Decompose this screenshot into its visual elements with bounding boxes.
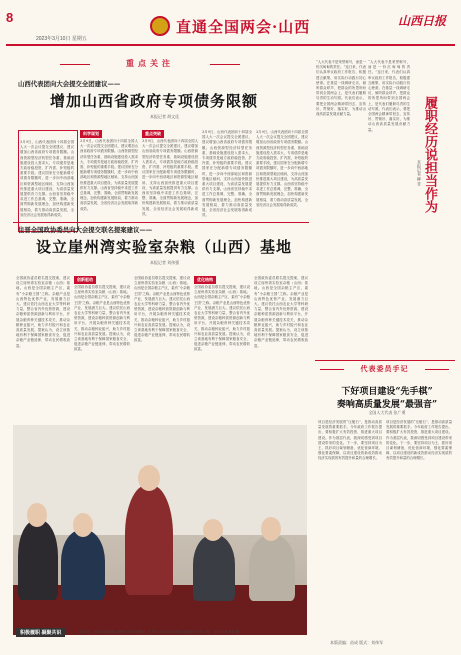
article2-subhead: 创新驱动 bbox=[74, 276, 96, 284]
notes-banner: 代表委员手记 bbox=[318, 363, 451, 375]
article1-kicker: 山西代表团向大会提交全团建议—— bbox=[18, 80, 121, 88]
article2-col-3: 全国政协委员联名提交提案，建议设立崖州湾实验室杂粮（山西）基地。山西是全国杂粮主产区，素有“小杂粮王国”之称。杂粮产业是山西特色优势产业，发展潜力巨大。建议依托山西农业大学等科研力量，整合省内外优势资源，建设杂粮种质资源创新与利用平台，开展杂粮育种关键技术攻关，推动杂粮种业振兴，助力乡村振兴和农业高质量发展。提案认为，设立该基地有利于保障国家粮食安全，促进杂粮产业链延伸，带动农民增收致富。 bbox=[134, 276, 190, 343]
article1-title: 增加山西省政府专项债务限额 bbox=[50, 92, 259, 110]
right-divider bbox=[315, 360, 455, 361]
article2-col-4: 全国政协委员联名提交提案，建议设立崖州湾实验室杂粮（山西）基地。山西是全国杂粮主产区，素有“小杂粮王国”之称。杂粮产业是山西特色优势产业，发展潜力巨大。建议依托山西农业大学等科研力量，整合省内外优势资源，建设杂粮种质资源创新与利用平台，开展杂粮育种关键技术攻关，推动杂粮种业振兴，助力乡村振兴和农业高质量发展。提案认为，设立该基地有利于保障国家粮食安全，促进杂粮产业链延伸，带动农民增收致富。 bbox=[194, 285, 250, 352]
section-title: 直通全国两会·山西 bbox=[176, 18, 311, 36]
article1-subhead-2: 重点突破 bbox=[142, 130, 164, 138]
notes-col-2: 项目是经济发展的“压舱石”，是推动高质量发展的重要抓手。今年政府工作报告提出，要积极扩大有效投资，推进重大项目建设。作为基层代表，我深切感受到项目建设带来的变化。下一步，要坚持项目为王，抓好项目谋划储备，优化营商环境，强化要素保障，以项目建设的新成效推动经济实现质的有效提升和量的合理增长。 bbox=[386, 420, 452, 461]
notes-byline: 全国人大代表 张广勇 bbox=[368, 410, 406, 415]
article1-lead-text: 3月9日，山西代表团向十四届全国人大一次会议提交全团建议，建议增加山西省政府专项债务限额。山西资源型经济转型任务重，基础设施建设投入需求大，专项债券是地方政府稳投资、扩内需、补短板的重要手段。建议国家在分配新增专项债务限额时，进一步向中西部地区和资源型地区倾斜，支持山西加快推进重大项目建设，为高质量发展提供有力支撑。山西省坚持稳中求进工作总基调，完整、准确、全面贯彻新发展理念，加快构建新发展格局，着力推动高质量发展，全省经济社会发展取得新成效。 bbox=[20, 140, 74, 217]
page-header bbox=[0, 0, 461, 46]
article1-subhead: 科学谋划 bbox=[80, 130, 102, 138]
notes-title-line2: 奏响高质量发展“最强音” bbox=[336, 400, 438, 410]
header-rule bbox=[6, 44, 455, 46]
issue-date: 2023年3月10日 星期五 bbox=[36, 36, 87, 42]
commentary-col-2: “人大代表不是荣誉称号，而是一份沉甸甸的责任。”连日来，代表们认真审议政府工作报告，积极建言献策，用实际行动践行初心使命。在基层一线调研走访，倾听群众呼声，把群众的所思所盼带到全国两会上，是代表们履职尽责的生动写照。代表们表示，要把全国两会精神带回去，宣传好、贯彻好、落实好，为推动山西高质量发展贡献力量。 bbox=[368, 60, 410, 132]
emblem-icon bbox=[150, 16, 170, 36]
meeting-photo bbox=[13, 425, 307, 635]
article1-col-2: 3月9日，山西代表团向十四届全国人大一次会议提交全团建议，建议增加山西省政府专项债务限额。山西资源型经济转型任务重，基础设施建设投入需求大，专项债券是地方政府稳投资、扩内需、补短板的重要手段。建议国家在分配新增专项债务限额时，进一步向中西部地区和资源型地区倾斜，支持山西加快推进重大项目建设，为高质量发展提供有力支撑。山西省坚持稳中求进工作总基调，完整、准确、全面贯彻新发展理念，加快构建新发展格局，着力推动高质量发展，全省经济社会发展取得新成效。 bbox=[80, 139, 138, 211]
article1-col-3: 3月9日，山西代表团向十四届全国人大一次会议提交全团建议，建议增加山西省政府专项债务限额。山西资源型经济转型任务重，基础设施建设投入需求大，专项债券是地方政府稳投资、扩内需、补短板的重要手段。建议国家在分配新增专项债务限额时，进一步向中西部地区和资源型地区倾斜，支持山西加快推进重大项目建设，为高质量发展提供有力支撑。山西省坚持稳中求进工作总基调，完整、准确、全面贯彻新发展理念，加快构建新发展格局，着力推动高质量发展，全省经济社会发展取得新成效。 bbox=[142, 139, 198, 216]
page-number: 8 bbox=[6, 10, 14, 25]
notes-col-1: 项目是经济发展的“压舱石”，是推动高质量发展的重要抓手。今年政府工作报告提出，要积极扩大有效投资，推进重大项目建设。作为基层代表，我深切感受到项目建设带来的变化。下一步，要坚持项目为王，抓好项目谋划储备，优化营商环境，强化要素保障，以项目建设的新成效推动经济实现质的有效提升和量的合理增长。 bbox=[318, 420, 382, 461]
article2-title: 设立崖州湾实验室杂粮（山西）基地 bbox=[36, 238, 293, 256]
article1-byline: 本报记者 胡文佳 bbox=[150, 114, 180, 119]
photo-caption-tag: 积极履职 凝聚共识 bbox=[16, 628, 65, 637]
article-divider bbox=[13, 222, 309, 223]
section-marker: 重点关注 bbox=[90, 58, 210, 70]
article2-col-1: 全国政协委员联名提交提案，建议设立崖州湾实验室杂粮（山西）基地。山西是全国杂粮主产区，素有“小杂粮王国”之称。杂粮产业是山西特色优势产业，发展潜力巨大。建议依托山西农业大学等科研力量，整合省内外优势资源，建设杂粮种质资源创新与利用平台，开展杂粮育种关键技术攻关，推动杂粮种业振兴，助力乡村振兴和农业高质量发展。提案认为，设立该基地有利于保障国家粮食安全，促进杂粮产业链延伸，带动农民增收致富。 bbox=[16, 276, 70, 348]
article2-kicker: 住晋全国政协委员向大会提交联名提案建议—— bbox=[18, 226, 153, 234]
paper-logo: 山西日报 bbox=[398, 14, 447, 28]
notes-title-line1: 下好项目建设“先手棋” bbox=[341, 387, 433, 397]
article2-col-2: 全国政协委员联名提交提案，建议设立崖州湾实验室杂粮（山西）基地。山西是全国杂粮主产区，素有“小杂粮王国”之称。杂粮产业是山西特色优势产业，发展潜力巨大。建议依托山西农业大学等科研力量，整合省内外优势资源，建设杂粮种质资源创新与利用平台，开展杂粮育种关键技术攻关，推动杂粮种业振兴，助力乡村振兴和农业高质量发展。提案认为，设立该基地有利于保障国家粮食安全，促进杂粮产业链延伸，带动农民增收致富。 bbox=[74, 285, 130, 352]
commentary-col-1: “人大代表不是荣誉称号，而是一份沉甸甸的责任。”连日来，代表们认真审议政府工作报告，积极建言献策，用实际行动践行初心使命。在基层一线调研走访，倾听群众呼声，把群众的所思所盼带到全国两会上，是代表们履职尽责的生动写照。代表们表示，要把全国两会精神带回去，宣传好、贯彻好、落实好，为推动山西高质量发展贡献力量。 bbox=[316, 60, 366, 117]
article2-col-5: 全国政协委员联名提交提案，建议设立崖州湾实验室杂粮（山西）基地。山西是全国杂粮主产区，素有“小杂粮王国”之称。杂粮产业是山西特色优势产业，发展潜力巨大。建议依托山西农业大学等科研力量，整合省内外优势资源，建设杂粮种质资源创新与利用平台，开展杂粮育种关键技术攻关，推动杂粮种业振兴，助力乡村振兴和农业高质量发展。提案认为，设立该基地有利于保障国家粮食安全，促进杂粮产业链延伸，带动农民增收致富。 bbox=[254, 276, 308, 348]
article2-subhead-2: 优化结构 bbox=[194, 276, 216, 284]
commentary-title: 履职经历说担当作为 bbox=[422, 96, 437, 213]
article2-byline: 本报记者 刘伟强 bbox=[150, 260, 180, 265]
page-footer: 本版责编：苗成 版式：刘伟军 bbox=[330, 640, 384, 645]
article1-col-5: 3月9日，山西代表团向十四届全国人大一次会议提交全团建议，建议增加山西省政府专项债务限额。山西资源型经济转型任务重，基础设施建设投入需求大，专项债券是地方政府稳投资、扩内需、补短板的重要手段。建议国家在分配新增专项债务限额时，进一步向中西部地区和资源型地区倾斜，支持山西加快推进重大项目建设，为高质量发展提供有力支撑。山西省坚持稳中求进工作总基调，完整、准确、全面贯彻新发展理念，加快构建新发展格局，着力推动高质量发展，全省经济社会发展取得新成效。 bbox=[256, 130, 308, 207]
commentary-byline: 本报记者 柳 青 bbox=[417, 160, 422, 187]
article1-col-4: 3月9日，山西代表团向十四届全国人大一次会议提交全团建议，建议增加山西省政府专项债务限额。山西资源型经济转型任务重，基础设施建设投入需求大，专项债券是地方政府稳投资、扩内需、补短板的重要手段。建议国家在分配新增专项债务限额时，进一步向中西部地区和资源型地区倾斜，支持山西加快推进重大项目建设，为高质量发展提供有力支撑。山西省坚持稳中求进工作总基调，完整、准确、全面贯彻新发展理念，加快构建新发展格局，着力推动高质量发展，全省经济社会发展取得新成效。 bbox=[202, 130, 252, 218]
photo-caption: 3月9日，山西代表团审议政府工作报告期间，全国人大代表们就相关议题进行交流讨论。 本报记者 李雄 摄 bbox=[80, 630, 240, 634]
